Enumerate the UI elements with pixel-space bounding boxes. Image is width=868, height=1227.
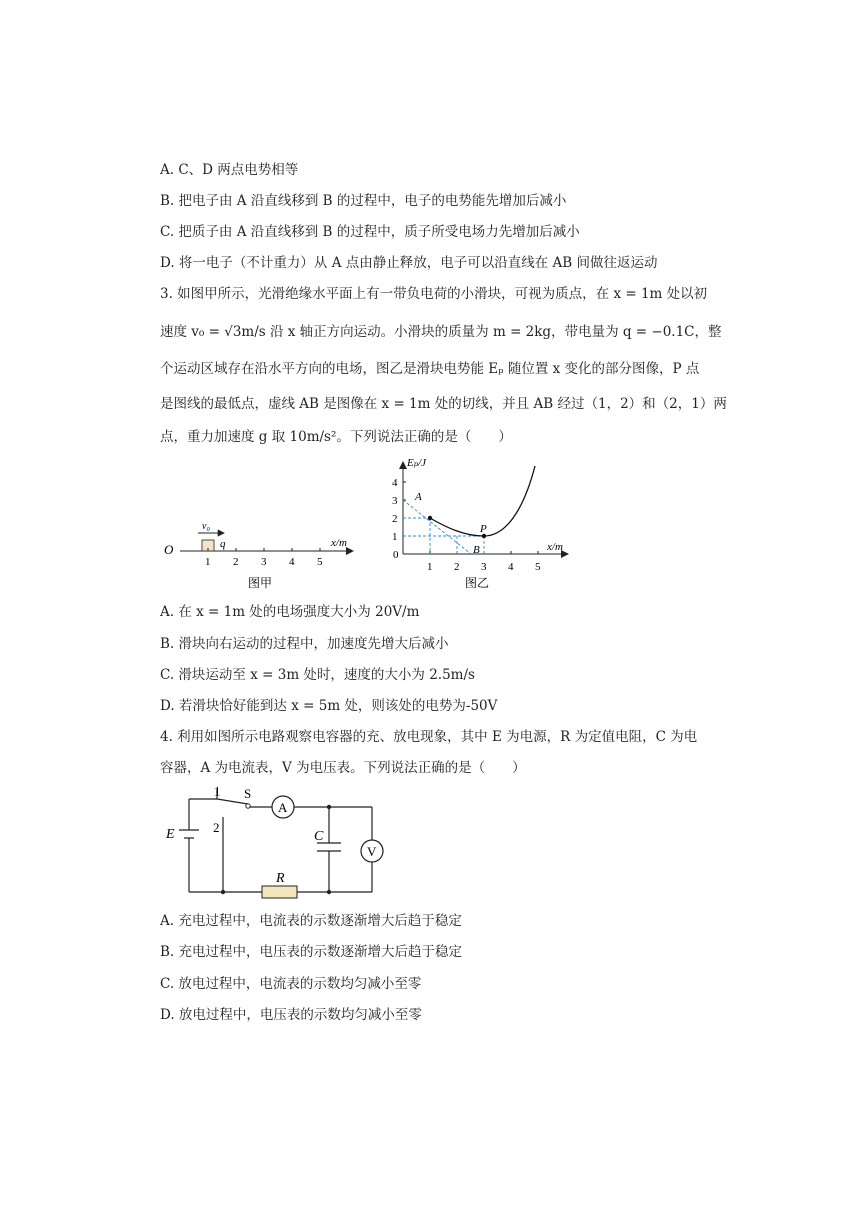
y-tick-1: 1 bbox=[392, 531, 398, 543]
ammeter-label: A bbox=[278, 800, 288, 815]
q-label: q bbox=[220, 538, 226, 550]
x-tick-3: 3 bbox=[481, 561, 487, 573]
q4-option-d: D. 放电过程中，电压表的示数均匀减小至零 bbox=[160, 1007, 422, 1023]
y-axis-label: Eₚ/J bbox=[407, 457, 427, 469]
q3-option-d: D. 若滑块恰好能到达 x = 5m 处，则该处的电势为-50V bbox=[160, 698, 498, 714]
x-axis-label: x/m bbox=[547, 541, 563, 553]
resistor bbox=[262, 886, 297, 898]
caption-yi: 图乙 bbox=[465, 576, 490, 590]
tick-5: 5 bbox=[317, 556, 323, 568]
v0-label: v₀ bbox=[202, 521, 210, 532]
label-1: 1 bbox=[214, 783, 221, 799]
q2-option-d: D. 将一电子（不计重力）从 A 点由静止释放，电子可以沿直线在 AB 间做往返运动 bbox=[160, 255, 658, 271]
x-tick-1: 1 bbox=[427, 561, 433, 573]
q2-option-a: A. C、D 两点电势相等 bbox=[160, 162, 299, 178]
figure-yi bbox=[385, 452, 585, 592]
q3-option-a: A. 在 x = 1m 处的电场强度大小为 20V/m bbox=[160, 604, 420, 620]
y-tick-2: 2 bbox=[392, 513, 398, 525]
voltmeter-label: V bbox=[367, 844, 377, 859]
x-tick-4: 4 bbox=[508, 561, 514, 573]
label-2: 2 bbox=[213, 820, 220, 835]
x-tick-2: 2 bbox=[454, 561, 460, 573]
q3-stem-line-3: 个运动区域存在沿水平方向的电场，图乙是滑块电势能 Eₚ 随位置 x 变化的部分图像，P 点 bbox=[160, 361, 700, 377]
origin-label: O bbox=[164, 542, 174, 557]
label-b: B bbox=[473, 544, 480, 556]
x-tick-5: 5 bbox=[535, 561, 541, 573]
origin-label: 0 bbox=[393, 549, 399, 561]
axis-label: x/m bbox=[331, 537, 347, 549]
q3-option-c: C. 滑块运动至 x = 3m 处时，速度的大小为 2.5m/s bbox=[160, 667, 475, 683]
label-e: E bbox=[166, 827, 175, 842]
q4-option-a: A. 充电过程中，电流表的示数逐渐增大后趋于稳定 bbox=[160, 913, 462, 929]
label-s: S bbox=[244, 786, 252, 801]
circuit-diagram bbox=[160, 782, 390, 902]
switch-pivot bbox=[246, 804, 250, 808]
label-r: R bbox=[276, 871, 285, 886]
tick-4: 4 bbox=[289, 556, 295, 568]
q4-option-c: C. 放电过程中，电流表的示数均匀减小至零 bbox=[160, 976, 422, 992]
label-p: P bbox=[480, 523, 487, 535]
q2-option-b: B. 把电子由 A 沿直线移到 B 的过程中，电子的电势能先增加后减小 bbox=[160, 193, 567, 209]
y-tick-3: 3 bbox=[392, 495, 398, 507]
tick-3: 3 bbox=[261, 556, 267, 568]
q3-stem-line-5: 点，重力加速度 g 取 10m/s²。下列说法正确的是（ ） bbox=[160, 429, 512, 445]
figure-jia bbox=[160, 512, 360, 592]
y-tick-4: 4 bbox=[392, 477, 398, 489]
q3-option-b: B. 滑块向右运动的过程中，加速度先增大后减小 bbox=[160, 636, 449, 652]
point-a bbox=[428, 516, 432, 520]
tick-2: 2 bbox=[233, 556, 239, 568]
q2-option-c: C. 把质子由 A 沿直线移到 B 的过程中，质子所受电场力先增加后减小 bbox=[160, 224, 580, 240]
q3-stem-line-1: 3. 如图甲所示，光滑绝缘水平面上有一带负电荷的小滑块，可视为质点，在 x = 1m 处以初 bbox=[160, 286, 708, 302]
q3-stem-line-2: 速度 v₀ = √3m/s 沿 x 轴正方向运动。小滑块的质量为 m = 2kg，带电量为 q = −0.1C，整 bbox=[160, 324, 722, 340]
tangent-line-ab bbox=[403, 500, 471, 554]
label-c: C bbox=[314, 829, 324, 844]
tick-1: 1 bbox=[205, 556, 211, 568]
q3-stem-line-4: 是图线的最低点，虚线 AB 是图像在 x = 1m 处的切线，并且 AB 经过（1，2）和（2，1）两 bbox=[160, 396, 727, 412]
label-a: A bbox=[415, 491, 422, 503]
q4-stem-line-1: 4. 利用如图所示电路观察电容器的充、放电现象，其中 E 为电源，R 为定值电阻，C 为电 bbox=[160, 729, 698, 745]
q4-stem-line-2: 容器，A 为电流表，V 为电压表。下列说法正确的是（ ） bbox=[160, 760, 526, 776]
caption-jia: 图甲 bbox=[248, 576, 273, 590]
q4-option-b: B. 充电过程中，电压表的示数逐渐增大后趋于稳定 bbox=[160, 944, 463, 960]
